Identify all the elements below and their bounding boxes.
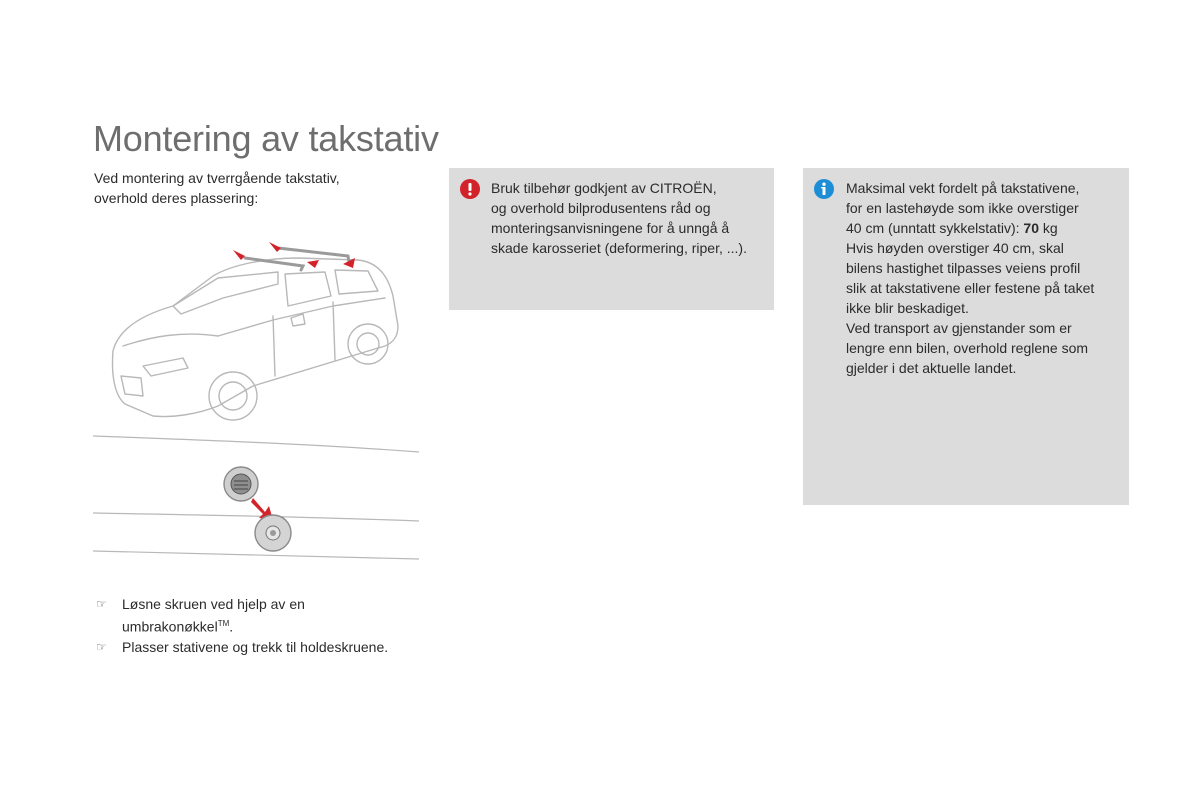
info-line: ikke blir beskadiget.: [846, 300, 969, 316]
info-box: [803, 168, 1129, 505]
info-icon: [814, 179, 834, 199]
intro-text: [94, 168, 404, 208]
front-wheel: [209, 372, 257, 420]
screw-base: [255, 515, 291, 551]
step-text: Plasser stativene og trekk til holdeskruene.: [122, 638, 389, 655]
info-line: Hvis høyden overstiger 40 cm, skal: [846, 240, 1064, 256]
warning-line: Bruk tilbehør godkjent av CITROËN,: [491, 180, 717, 196]
max-weight-value: 70: [1023, 220, 1039, 236]
warning-box: [449, 168, 774, 310]
max-weight-unit: kg: [1038, 220, 1058, 236]
roof-detail-line-1: [93, 436, 419, 452]
info-line: gjelder i det aktuelle landet.: [846, 360, 1017, 376]
roof-detail-line-3: [93, 551, 419, 559]
info-text: [846, 178, 1121, 378]
trademark-sup: TM: [217, 619, 230, 628]
warning-line: og overhold bilprodusentens råd og: [491, 200, 711, 216]
step-item: [96, 637, 426, 657]
roof-rack-illustration: [93, 236, 423, 566]
step-text-cont: umbrakonøkkel: [122, 618, 218, 635]
intro-line-1: Ved montering av tverrgående takstativ,: [94, 170, 340, 186]
warning-text: [491, 178, 766, 258]
steps-list: [96, 594, 426, 657]
warning-line: monteringsanvisningene for å unngå å: [491, 220, 730, 236]
warning-icon: [460, 179, 480, 199]
page-title: Montering av takstativ: [93, 118, 439, 159]
info-line: bilens hastighet tilpasses veiens profil: [846, 260, 1081, 276]
roof-detail-line-2: [93, 513, 419, 521]
car-hood-line: [123, 334, 218, 346]
arrow-1: [233, 250, 245, 260]
hand-pointer-icon: ☞: [96, 597, 107, 611]
rear-wheel: [348, 324, 388, 364]
car-grille: [121, 376, 143, 396]
arrow-3: [307, 260, 319, 268]
info-line: Maksimal vekt fordelt på takstativene,: [846, 180, 1080, 196]
info-line: Ved transport av gjenstander som er: [846, 320, 1072, 336]
car-windshield: [173, 272, 278, 314]
step-item: [96, 594, 426, 637]
info-line: [846, 218, 1121, 238]
car-headlight: [143, 358, 188, 376]
info-line: slik at takstativene eller festene på taket: [846, 280, 1095, 296]
warning-line: skade karosseriet (deformering, riper, ...).: [491, 240, 747, 256]
info-line: lengre enn bilen, overhold reglene som: [846, 340, 1089, 356]
hand-pointer-icon: ☞: [96, 639, 107, 654]
step-suffix: .: [229, 618, 234, 635]
intro-line-2: overhold deres plassering:: [94, 190, 259, 206]
step-text: Løsne skruen ved hjelp av en: [122, 596, 305, 612]
info-line-text: 40 cm (unntatt sykkelstativ):: [846, 220, 1024, 236]
info-line: for en lastehøyde som ikke overstiger: [846, 200, 1079, 216]
screw-cap: [224, 467, 258, 501]
